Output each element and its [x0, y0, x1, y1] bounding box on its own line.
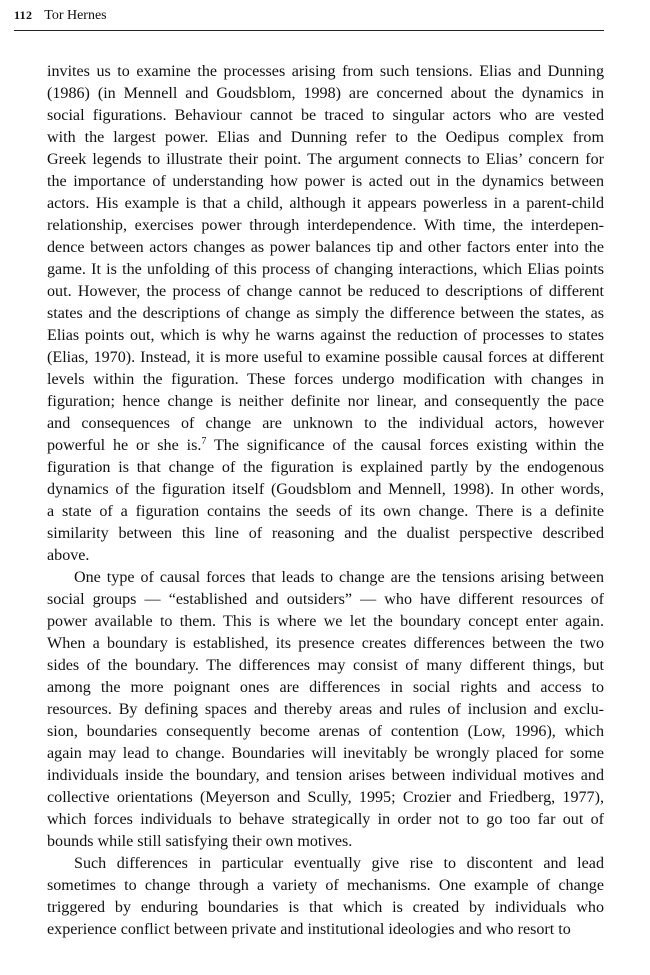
text-line [47, 875, 604, 897]
text-line [47, 193, 604, 215]
line-text: social groups — “established and outsiders” — who have different resources of [47, 591, 604, 608]
line-text: collective orientations (Meyerson and Scully, 1995; Crozier and Friedberg, 1977), [47, 789, 604, 806]
text-line [47, 171, 604, 193]
line-text: individuals inside the boundary, and tension arises between individual motives and [47, 767, 604, 784]
line-text: (Elias, 1970). Instead, it is more useful to examine possible causal forces at different [47, 349, 604, 366]
text-line [47, 831, 604, 853]
line-text: figuration; hence change is neither definite nor linear, and consequently the pace [47, 393, 604, 410]
line-text: (1986) (in Mennell and Goudsblom, 1998) are concerned about the dynamics in [47, 85, 604, 102]
line-text: power available to them. This is where we let the boundary concept enter again. [47, 613, 604, 630]
paragraph [47, 61, 604, 567]
text-line [47, 325, 604, 347]
line-text: and consequences of change are unknown to the individual actors, however [47, 415, 604, 432]
line-text: sometimes to change through a variety of mechanisms. One example of change [47, 877, 604, 894]
line-text: above. [47, 547, 90, 564]
text-line [47, 589, 604, 611]
text-line [47, 787, 604, 809]
line-text: dynamics of the figuration itself (Goudsblom and Mennell, 1998). In other words, [47, 481, 604, 498]
line-text: powerful he or she is. [47, 437, 202, 454]
line-text: Elias points out, which is why he warns against the reduction of processes to states [47, 327, 604, 344]
line-text: experience conflict between private and institutional ideologies and who resort to [47, 921, 571, 938]
text-line [47, 149, 604, 171]
text-line [47, 105, 604, 127]
line-text: levels within the figuration. These forces undergo modification with changes in [47, 371, 604, 388]
paragraph [47, 853, 604, 941]
text-line [47, 677, 604, 699]
line-text: triggered by enduring boundaries is that which is created by individuals who [47, 899, 604, 916]
text-line [47, 655, 604, 677]
text-line [47, 501, 604, 523]
line-text: bounds while still satisfying their own motives. [47, 833, 353, 850]
text-line [47, 765, 604, 787]
running-head-author: Tor Hernes [44, 8, 107, 23]
line-text: resources. By defining spaces and thereby areas and rules of inclusion and exclu- [47, 701, 604, 718]
line-text: among the more poignant ones are differences in social rights and access to [47, 679, 604, 696]
line-text: again may lead to change. Boundaries will inevitably be wrongly placed for some [47, 745, 604, 762]
text-line [47, 347, 604, 369]
text-line [47, 743, 604, 765]
line-text: invites us to examine the processes arising from such tensions. Elias and Dunning [47, 63, 604, 80]
text-line [47, 413, 604, 435]
text-line [47, 699, 604, 721]
footnote-marker[interactable]: 7 [201, 436, 207, 447]
text-line [47, 919, 604, 941]
line-text: When a boundary is established, its presence creates differences between the two [47, 635, 604, 652]
line-text: Such differences in particular eventually give rise to discontent and lead [74, 855, 604, 872]
text-line [47, 545, 604, 567]
line-text: the importance of understanding how power is acted out in the dynamics between [47, 173, 604, 190]
text-line [47, 215, 604, 237]
text-line [47, 127, 604, 149]
text-line [47, 237, 604, 259]
line-text-continuation: The significance of the causal forces existing within the [206, 437, 604, 454]
line-text: similarity between this line of reasoning and the dualist perspective described [47, 525, 604, 542]
line-text: a state of a figuration contains the seeds of its own change. There is a definite [47, 503, 604, 520]
text-line [47, 457, 604, 479]
text-line [47, 259, 604, 281]
line-text: with the largest power. Elias and Dunning refer to the Oedipus complex from [47, 129, 604, 146]
line-text: out. However, the process of change cannot be reduced to descriptions of different [47, 283, 604, 300]
line-text: figuration is that change of the figuration is explained partly by the endogenous [47, 459, 604, 476]
text-line [47, 435, 604, 457]
line-text: Greek legends to illustrate their point. The argument connects to Elias’ concern for [47, 151, 604, 168]
page-number: 112 [14, 8, 33, 22]
line-text: sides of the boundary. The differences may consist of many different things, but [47, 657, 604, 674]
line-text: states and the descriptions of change as simply the difference between the states, as [47, 305, 604, 322]
line-text: relationship, exercises power through interdependence. With time, the interdepen- [47, 217, 604, 234]
text-line [47, 897, 604, 919]
text-line [47, 369, 604, 391]
body-text [47, 61, 604, 941]
paragraph [47, 567, 604, 853]
text-line [47, 567, 604, 589]
text-line [47, 303, 604, 325]
line-text: social figurations. Behaviour cannot be traced to singular actors who are vested [47, 107, 604, 124]
text-line [47, 83, 604, 105]
text-line [47, 611, 604, 633]
line-text: sion, boundaries consequently become arenas of contention (Low, 1996), which [47, 723, 604, 740]
running-header [14, 5, 604, 31]
line-text: which forces individuals to behave strategically in order not to go too far out of [47, 811, 604, 828]
text-line [47, 523, 604, 545]
line-text: game. It is the unfolding of this process of changing interactions, which Elias points [47, 261, 604, 278]
text-line [47, 391, 604, 413]
line-text: One type of causal forces that leads to change are the tensions arising between [74, 569, 604, 586]
text-line [47, 281, 604, 303]
text-line [47, 809, 604, 831]
line-text: dence between actors changes as power balances tip and other factors enter into the [47, 239, 604, 256]
line-text: actors. His example is that a child, although it appears powerless in a parent-child [47, 195, 604, 212]
text-line [47, 721, 604, 743]
text-line [47, 853, 604, 875]
text-line [47, 479, 604, 501]
text-line [47, 61, 604, 83]
text-line [47, 633, 604, 655]
